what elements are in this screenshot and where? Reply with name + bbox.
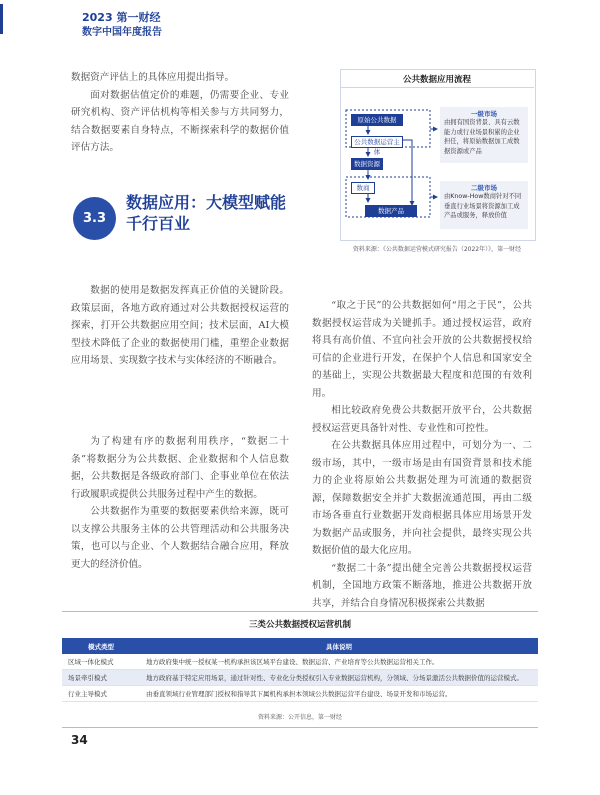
paragraph: 为了构建有序的数据利用秩序，“数据二十条”将数据分为公共数据、企业数据和个人信息数据，公共数据是各级政府部门、企事业单位在依法行政履职或提供公共服务过程中产生的数据。 bbox=[71, 436, 289, 500]
secondary-market-box bbox=[440, 181, 528, 229]
secondary-market-heading: 二级市场 bbox=[471, 184, 497, 192]
left-column-lower bbox=[71, 433, 289, 573]
node-data-resource: 数据资源 bbox=[351, 158, 383, 170]
paragraph: 数据的使用是数据发挥真正价值的关键阶段。政策层面，各地方政府通过对公共数据授权运营的探索，打开公共数据应用空间；技术层面，AI大模型技术降低了企业的数据使用门槛，重塑企业数据应用场景、实现数字技术与实体经济的不断融合。 bbox=[71, 285, 289, 366]
section-number-badge: 3.3 bbox=[73, 197, 116, 240]
paragraph: 数据资产评估上的具体应用提出指导。 bbox=[71, 72, 235, 83]
right-column bbox=[312, 297, 532, 612]
table-header-row bbox=[62, 638, 538, 654]
node-data-product: 数据产品 bbox=[365, 205, 417, 217]
report-year-title: 2023 第一财经 bbox=[82, 11, 161, 24]
operation-mechanism-table bbox=[62, 638, 538, 702]
table-cell-mode: 场景牵引模式 bbox=[62, 670, 140, 686]
flow-chart-title: 公共数据应用流程 bbox=[402, 75, 471, 85]
secondary-market-text: 由Know-How数商针对不同垂直行业场景将资源加工成产品或服务，释放价值 bbox=[444, 193, 522, 219]
table-cell-desc: 地方政府集中统一授权某一机构承担该区域平台建设、数据运营、产业培育等公共数据运营相关工作。 bbox=[140, 654, 538, 670]
node-operator: 公共数据运营主体 bbox=[351, 136, 403, 148]
table-cell-mode: 行业主导模式 bbox=[62, 686, 140, 702]
table-row bbox=[62, 654, 538, 670]
paragraph: 面对数据估值定价的难题，仍需要企业、专业研究机构、资产评估机构等相关参与方共同努力，结合数据要素自身特点，不断探索科学的数据价值评估方法。 bbox=[71, 89, 289, 153]
paragraph: 公共数据作为重要的数据要素供给来源，既可以支撑公共服务主体的公共管理活动和公共服务决策，也可以与企业、个人数据结合融合应用，释放更大的经济价值。 bbox=[71, 506, 289, 570]
table-row bbox=[62, 686, 538, 702]
table-source: 资料来源：公开信息，第一财经 bbox=[257, 714, 342, 721]
table-cell-mode: 区域一体化模式 bbox=[62, 654, 140, 670]
report-name: 数字中国年度报告 bbox=[82, 27, 162, 38]
header-accent-bar bbox=[0, 4, 3, 34]
primary-market-text: 由拥有国资背景、具有云数能力或行业场景积累的企业担任，将原始数据加工成数据资源或产品 bbox=[444, 119, 520, 155]
left-column-upper bbox=[71, 69, 289, 157]
paragraph: “取之于民”的公共数据如何“用之于民”，公共数据授权运营成为关键抓手。通过授权运营，政府将具有高价值、不宜向社会开放的公共数据授权给可信的企业进行开发，在保护个人信息和国家安全的基础上，实现公共数据最大程度和范围的有效利用。 bbox=[312, 300, 532, 399]
table-title: 三类公共数据授权运营机制 bbox=[248, 620, 351, 630]
node-merchant: 数商 bbox=[351, 182, 375, 194]
flow-chart-source: 资料来源：《公共数据运营模式研究报告（2022年）》，第一财经 bbox=[352, 246, 522, 253]
table-header-cell: 具体说明 bbox=[140, 638, 538, 654]
section-title: 数据应用：大模型赋能千行百业 bbox=[126, 193, 287, 233]
table-row bbox=[62, 670, 538, 686]
paragraph: “数据二十条”提出健全完善公共数据授权运营机制，全国地方政策不断落地，推进公共数据开放共享，并结合自身情况积极探索公共数据 bbox=[312, 562, 532, 609]
primary-market-heading: 一级市场 bbox=[471, 110, 497, 118]
paragraph: 在公共数据具体应用过程中，可划分为一、二级市场，其中，一级市场是由有国资背景和技术能力的企业将原始公共数据处理为可流通的数据资源，保障数据安全并扩大数据流通范围，再由二级市场各垂直行业数据开发商根据具体应用场景开发为数据产品或服务，并向社会提供，最终实现公共数据价值的最大化应用。 bbox=[312, 440, 532, 556]
operation-mechanism-table-block bbox=[62, 611, 538, 721]
left-column-middle bbox=[71, 282, 289, 370]
node-raw-public-data: 原始公共数据 bbox=[351, 114, 403, 126]
page-number: 34 bbox=[71, 733, 88, 747]
table-header-cell: 模式类型 bbox=[62, 638, 140, 654]
table-cell-desc: 由垂直领域行业管理部门授权和指导其下属机构承担本领域公共数据运营平台建设、场景开发和市场运营。 bbox=[140, 686, 538, 702]
footer-divider bbox=[62, 727, 538, 728]
primary-market-box bbox=[440, 107, 528, 163]
paragraph: 相比较政府免费公共数据开放平台，公共数据授权运营更具备针对性、专业性和可控性。 bbox=[312, 405, 532, 434]
table-cell-desc: 地方政府基于特定应用场景，通过针对性、专业化分类授权引入专业数据运营机构，分领域、分场景激活公共数据价值的运营模式。 bbox=[140, 670, 538, 686]
